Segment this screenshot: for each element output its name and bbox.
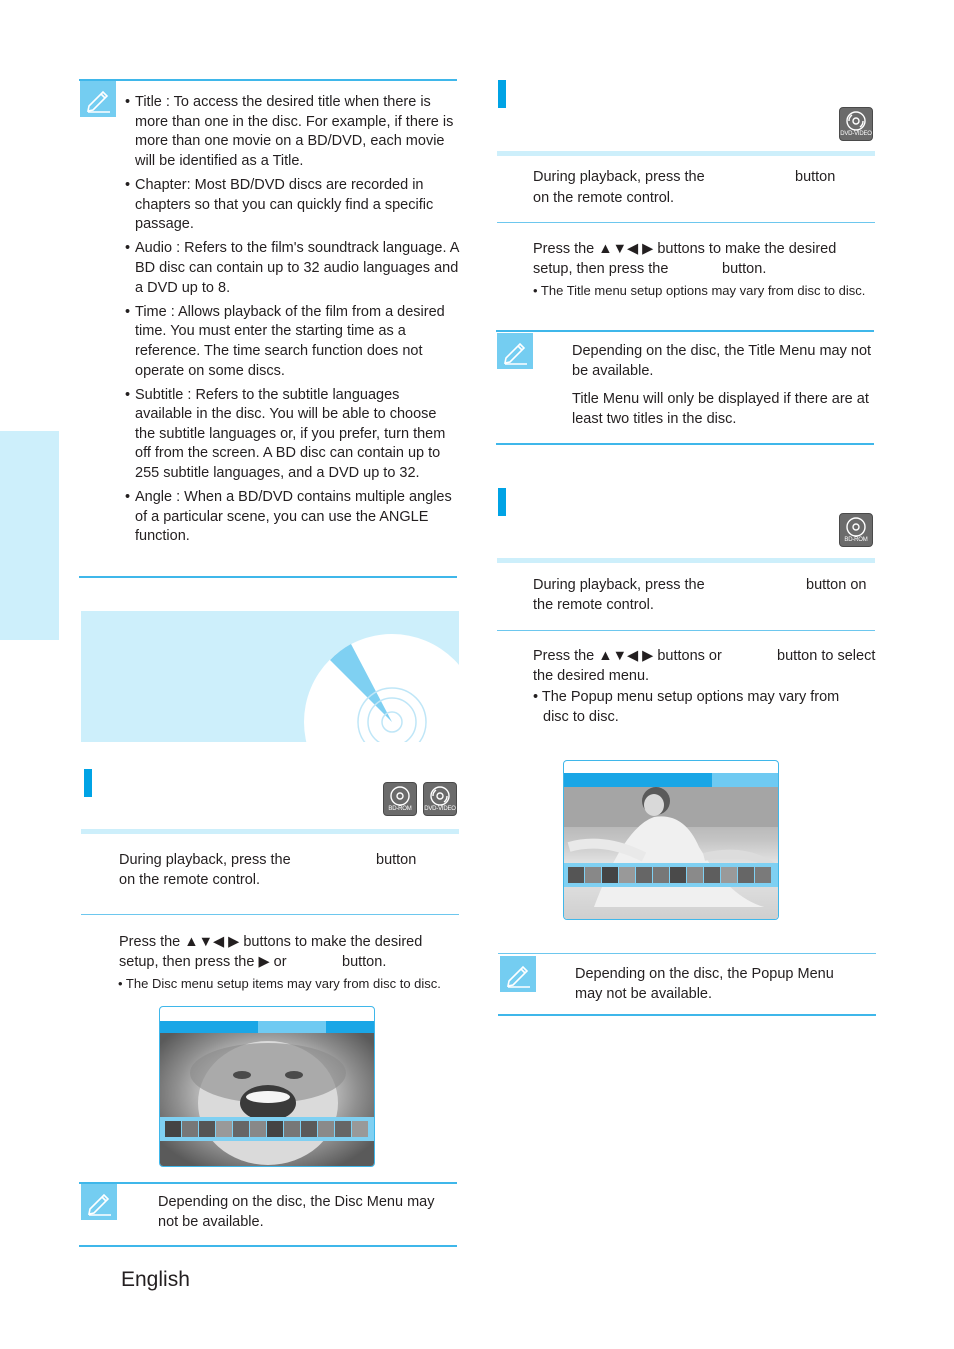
title-note-bottom-rule: [496, 443, 874, 445]
woman-photo: [564, 787, 778, 919]
disc-graphic-icon: [81, 611, 459, 742]
title-note-text-1: Depending on the disc, the Title Menu may not be available.: [572, 343, 872, 379]
popup-menu-header-band: [497, 558, 875, 563]
disc-menu-screen-image: [159, 1006, 375, 1167]
popup-note-bottom-rule: [498, 1014, 876, 1016]
title-step-divider: [497, 222, 875, 223]
thumbnail-strip: [160, 1117, 374, 1141]
popup-step2-text: Press the ▲▼◀ ▶ buttons or button to select the desired menu. • The Popup menu setup options may vary from disc to disc.: [533, 648, 876, 725]
note-bottom-rule: [79, 576, 457, 578]
dvd-video-icon: DVD-VIDEO: [839, 107, 873, 141]
bd-rom-icon: BD-ROM: [383, 782, 417, 816]
bd-rom-icon: BD-ROM: [839, 513, 873, 547]
disc-note-bottom-rule: [79, 1245, 457, 1247]
title-step2-text: Press the ▲▼◀ ▶ buttons to make the desired setup, then press the button. • The Title menu setup options may vary from disc to disc.: [533, 241, 866, 298]
side-tab: [0, 431, 59, 640]
disc-menu-section-marker: [84, 769, 92, 797]
left-note-list: [125, 93, 460, 552]
disc-note-top-rule: [79, 1182, 457, 1184]
list-item: • Title : To access the desired title when there is more than one in the disc. For example, if there is more than one movie on a BD/DVD, each movie will be identified as a Title.: [125, 94, 454, 169]
disc-step1-text: During playback, press the button on the remote control.: [119, 852, 417, 888]
disc-step2-text: Press the ▲▼◀ ▶ buttons to make the desired setup, then press the ▶ or button. • The Disc menu setup items may vary from disc to disc.: [118, 934, 441, 991]
thumbnail-strip: [564, 863, 778, 887]
popup-step1-text: During playback, press the button on the remote control.: [533, 577, 867, 613]
title-menu-header-band: [497, 151, 875, 156]
list-item: • Time : Allows playback of the film from a desired time. You must enter the starting time as a reference. The time search function does not operate on some discs.: [125, 303, 445, 379]
list-item: • Angle : When a BD/DVD contains multiple angles of a particular scene, you can use the ANGLE function.: [125, 489, 452, 545]
chapter-banner: [81, 611, 459, 742]
popup-step-divider: [497, 630, 875, 631]
popup-menu-screen-image: [563, 760, 779, 920]
pencil-note-icon: [500, 956, 536, 992]
disc-note-text: Depending on the disc, the Disc Menu may not be available.: [158, 1194, 435, 1230]
pencil-note-icon: [81, 1184, 117, 1220]
disc-menu-header-band: [81, 829, 459, 834]
title-note-top-rule: [496, 330, 874, 332]
child-photo: [160, 1033, 374, 1166]
note-top-rule: [79, 79, 457, 81]
pencil-note-icon: [497, 333, 533, 369]
title-step1-text: During playback, press the button on the remote control.: [533, 169, 836, 206]
list-item: • Chapter: Most BD/DVD discs are recorded in chapters so that you can quickly find a specific passage.: [125, 176, 434, 233]
pencil-note-icon: [80, 81, 116, 117]
list-item: • Subtitle : Refers to the subtitle languages available in the disc. You will be able to choose the subtitle languages or, if you prefer, turn them off from the screen. A BD disc can contain up to 255 subtitle languages, and a DVD up to 32.: [125, 386, 446, 482]
page-language-label: English: [121, 1268, 190, 1291]
list-item: • Audio : Refers to the film's soundtrack language. A BD disc can contain up to 32 audio languages and a DVD up to 8.: [125, 240, 459, 296]
dvd-video-icon: DVD-VIDEO: [423, 782, 457, 816]
title-note-text-2: Title Menu will only be displayed if there are at least two titles in the disc.: [572, 391, 869, 427]
popup-note-text: Depending on the disc, the Popup Menu may not be available.: [575, 966, 834, 1002]
disc-step-divider: [81, 914, 459, 915]
title-menu-section-marker: [498, 80, 506, 108]
popup-note-top-rule: [498, 953, 876, 954]
popup-menu-section-marker: [498, 488, 506, 516]
